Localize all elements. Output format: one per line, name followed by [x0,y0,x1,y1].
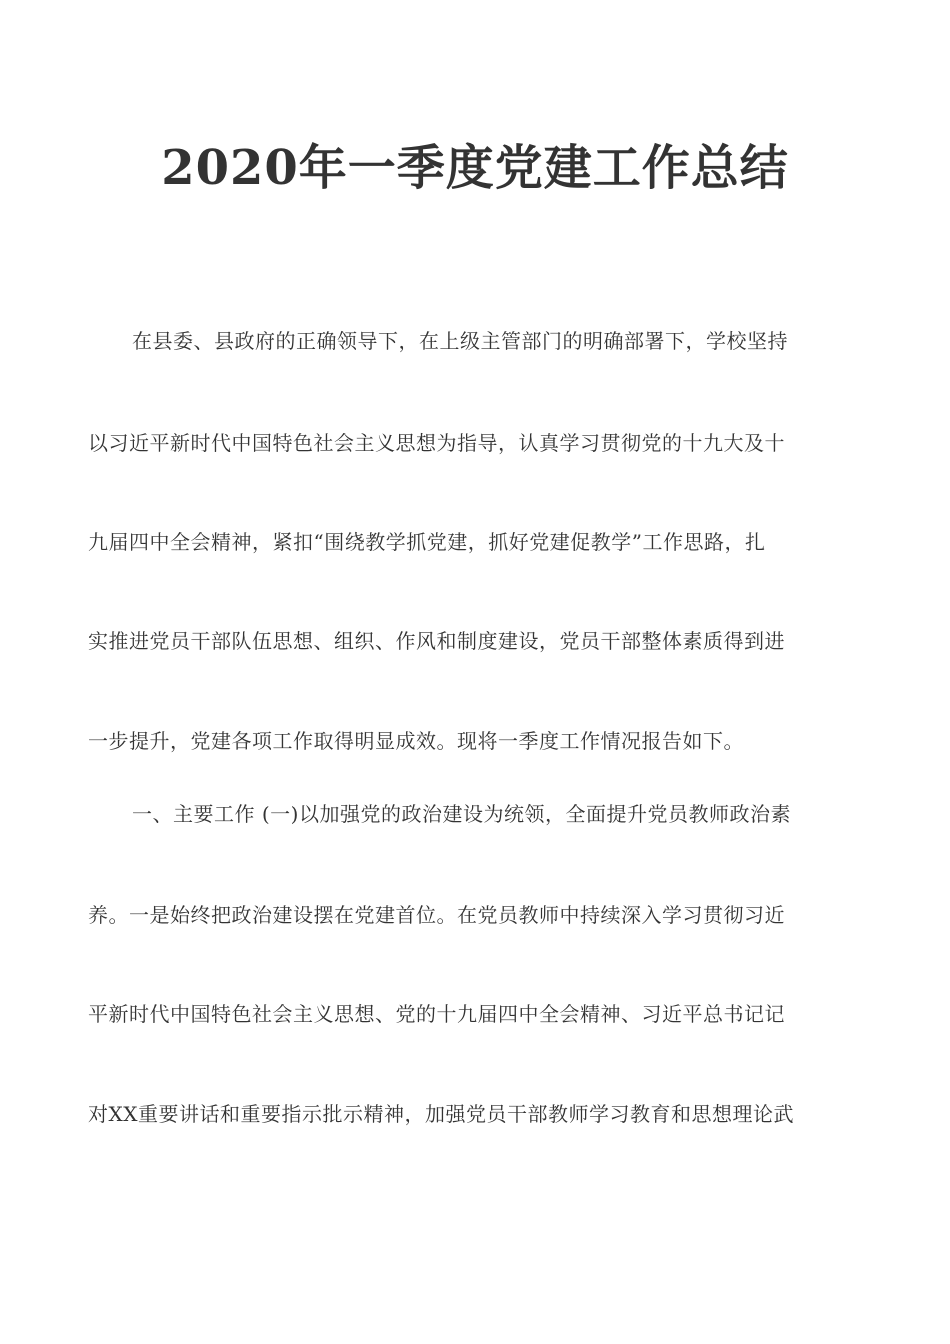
paragraph-1-line-2: 以习近平新时代中国特色社会主义思想为指导，认真学习贯彻党的十九大及十 [88,431,785,455]
paragraph-1-line-4: 实推进党员干部队伍思想、组织、作风和制度建设，党员干部整体素质得到进 [88,629,785,653]
paragraph-1-line-1: 在县委、县政府的正确领导下，在上级主管部门的明确部署下，学校坚持 [132,329,788,353]
paragraph-1-line-5: 一步提升，党建各项工作取得明显成效。现将一季度工作情况报告如下。 [88,729,744,753]
paragraph-2-line-2: 养。一是始终把政治建设摆在党建首位。在党员教师中持续深入学习贯彻习近 [88,903,785,927]
paragraph-2-line-3: 平新时代中国特色社会主义思想、党的十九届四中全会精神、习近平总书记记 [88,1002,785,1026]
paragraph-1-line-3: 九届四中全会精神，紧扣“围绕教学抓党建，抓好党建促教学”工作思路，扎 [88,530,766,554]
paragraph-2-line-1: 一、主要工作 (一)以加强党的政治建设为统领，全面提升党员教师政治素 [132,802,791,826]
paragraph-2-line-4: 对XX重要讲话和重要指示批示精神，加强党员干部教师学习教育和思想理论武 [88,1102,794,1126]
document-title: 2020年一季度党建工作总结 [161,140,789,196]
